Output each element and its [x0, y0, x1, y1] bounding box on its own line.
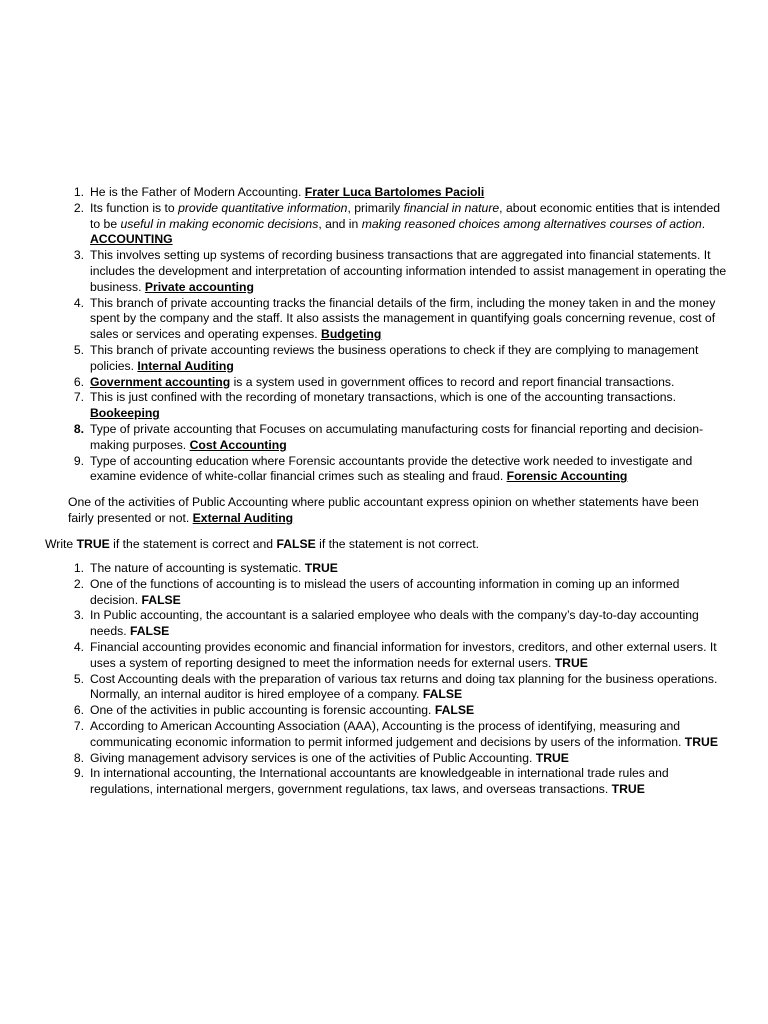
extra-question-text: One of the activities of Public Accounting where public accountant express opinion on whether statements have been fairly presented or not. [68, 495, 699, 525]
instruction-true: TRUE [76, 537, 110, 551]
item-number: 8. [73, 421, 84, 436]
true-false-instruction [45, 537, 725, 553]
item-answer: ACCOUNTING [90, 232, 173, 247]
item-answer: TRUE [554, 655, 588, 670]
list-item [68, 390, 728, 422]
instruction-text: if the statement is correct and [109, 537, 277, 551]
item-statement: Giving management advisory services is one of the activities of Public Accounting. [90, 750, 536, 765]
item-question: Type of accounting education where Forensic accountants provide the detective work needed to investigate and examine evidence of white-collar financial crimes such as stealing and fraud. [90, 453, 693, 484]
item-question: This branch of private accounting reviews the business operations to check if they are complying to management policies. [90, 342, 699, 373]
instruction-text: Write [45, 537, 77, 551]
item-answer: TRUE [611, 782, 645, 797]
list-item [68, 343, 728, 375]
item-question: This branch of private accounting tracks the financial details of the firm, including the money taken in and the money spent by the company and the staff. It also assists the management in quantifying goals concerning revenue, cost of sales or services and operating expenses. [90, 295, 716, 342]
list-item [68, 608, 728, 640]
item-number: 1. [73, 185, 84, 199]
extra-question [68, 495, 718, 527]
item-number: 3. [73, 248, 84, 263]
item-answer: Government accounting [90, 374, 231, 389]
item-question: He is the Father of Modern Accounting. [90, 185, 305, 199]
item-answer: Frater Luca Bartolomes Pacioli [304, 185, 485, 199]
list-item [68, 719, 728, 751]
item-statement: According to American Accounting Association (AAA), Accounting is the process of identifying, measuring and communicating economic information to permit informed judgement and decisions by users of the information. [90, 718, 685, 749]
item-number: 5. [73, 342, 84, 357]
list-item [68, 703, 728, 719]
list-item [68, 375, 728, 391]
item-number: 6. [73, 703, 84, 718]
item-answer: TRUE [304, 561, 338, 575]
item-statement: Financial accounting provides economic and financial information for investors, creditors, and other external users. It uses a system of reporting designed to meet the information needs for external users. [90, 639, 717, 670]
item-number: 4. [73, 295, 84, 310]
item-question: Type of private accounting that Focuses on accumulating manufacturing costs for financial reporting and decision-making purposes. [90, 421, 704, 452]
item-answer: Bookeeping [90, 406, 160, 421]
item-answer: FALSE [129, 624, 170, 639]
item-answer: FALSE [422, 687, 463, 702]
list-item [68, 561, 728, 577]
item-statement: Cost Accounting deals with the preparation of various tax returns and doing tax planning for the business operations. Normally, an internal auditor is hired employee of a company. [90, 671, 718, 702]
list-item [68, 248, 728, 295]
item-number: 2. [73, 200, 84, 215]
item-question: This is just confined with the recording of monetary transactions, which is one of the accounting transactions. [90, 390, 676, 405]
item-answer: Private accounting [144, 279, 254, 294]
item-answer: Internal Auditing [137, 358, 234, 373]
item-number: 7. [73, 390, 84, 405]
item-number: 9. [73, 453, 84, 468]
list-item [68, 454, 728, 486]
item-number: 4. [73, 639, 84, 654]
list-item [68, 766, 728, 798]
instruction-text: if the statement is not correct. [315, 537, 479, 551]
list-item [68, 201, 728, 248]
item-answer: TRUE [535, 750, 569, 765]
item-number: 5. [73, 671, 84, 686]
list-item [68, 296, 728, 343]
item-statement: One of the functions of accounting is to mislead the users of accounting information in coming up an informed decision. [90, 576, 680, 607]
item-statement: One of the activities in public accounting is forensic accounting. [90, 703, 435, 718]
item-number: 7. [73, 718, 84, 733]
item-statement: The nature of accounting is systematic. [90, 561, 305, 575]
list-item [68, 185, 728, 201]
item-answer: FALSE [434, 703, 475, 718]
item-statement: In Public accounting, the accountant is a salaried employee who deals with the company’s day-to-day accounting needs. [90, 608, 699, 639]
list-item [68, 422, 728, 454]
instruction-false: FALSE [276, 537, 316, 551]
list-item [68, 577, 728, 609]
item-number: 9. [73, 766, 84, 781]
item-number: 6. [73, 374, 84, 389]
item-number: 1. [73, 561, 84, 575]
item-statement: In international accounting, the International accountants are knowledgeable in international trade rules and regulations, international mergers, government regulations, tax laws, and overseas transactions. [90, 766, 669, 797]
list-item [68, 672, 728, 704]
item-answer: FALSE [141, 592, 181, 607]
item-question: is a system used in government offices to record and report financial transactions. [230, 374, 675, 389]
item-answer: Cost Accounting [189, 437, 287, 452]
item-answer: Budgeting [321, 327, 382, 342]
item-answer: TRUE [684, 734, 718, 749]
item-number: 3. [73, 608, 84, 623]
true-false-list [68, 561, 728, 798]
item-number: 2. [73, 576, 84, 591]
item-question: This involves setting up systems of recording business transactions that are aggregated into financial statements. It includes the development and interpretation of accounting information intended to assist management in operating the business. [90, 248, 727, 294]
item-question: Its function is to provide quantitative information, primarily financial in nature, about economic entities that is intended to be useful in making economic decisions, and in making reasoned choices among alternatives courses of action. [90, 200, 721, 231]
list-item [68, 640, 728, 672]
identification-list [68, 185, 728, 485]
extra-answer: External Auditing [192, 510, 294, 525]
item-number: 8. [73, 750, 84, 765]
item-answer: Forensic Accounting [506, 469, 628, 484]
list-item [68, 751, 728, 767]
